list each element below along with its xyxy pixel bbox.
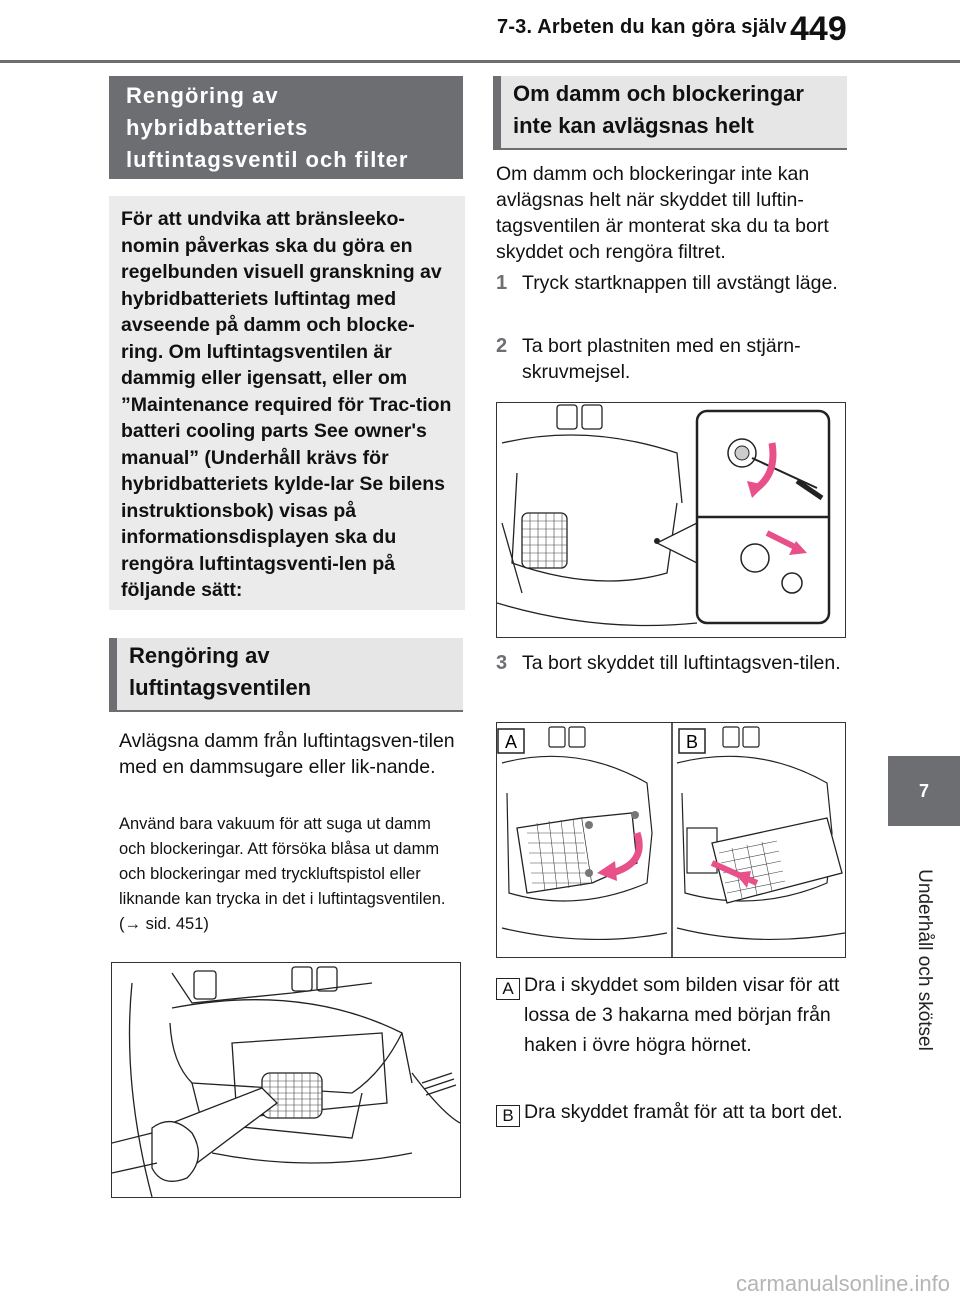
substep-b	[496, 1097, 846, 1130]
watermark: carmanualsonline.info	[735, 1271, 950, 1296]
chapter-tab: 7	[888, 756, 960, 826]
page-number: 449	[790, 10, 847, 48]
caution-text-start: Använd bara vakuum för att suga ut damm och blockeringar. Att försöka blåsa ut damm och blockeringar med tryckluftspistol eller liknande kan trycka in det i luftintagsventilen. (	[119, 815, 446, 933]
header-rule	[0, 60, 960, 63]
figure-label-a: A	[504, 732, 518, 752]
page-ref-link[interactable]: sid. 451)	[141, 915, 209, 933]
chapter-title-vertical	[888, 840, 960, 1080]
intro-text: Om damm och blockeringar inte kan avlägsnas helt när skyddet till luftin-tagsventilen är monterat ska du ta bort skyddet och rengöra filtret.	[496, 163, 829, 263]
subheading-not-removed: Om damm och blockeringar inte kan avlägsnas helt	[493, 76, 847, 150]
main-heading: Rengöring av hybridbatteriets luftintagsventil och filter	[109, 76, 463, 179]
substep-label-b: B	[496, 1105, 520, 1127]
step-number: 2	[496, 335, 508, 357]
figure-remove-cover	[496, 722, 846, 958]
step-3	[496, 648, 846, 678]
section-title: 7-3. Arbeten du kan göra själv	[497, 16, 787, 38]
step-2	[496, 333, 846, 385]
step-1	[496, 270, 846, 296]
step-number: 3	[496, 652, 508, 674]
substep-a	[496, 970, 846, 1060]
substep-text: Dra i skyddet som bilden visar för att lossa de 3 hakarna med början från haken i övre högra hörnet.	[524, 974, 840, 1056]
step-text: Ta bort plastniten med en stjärn-skruvmejsel.	[522, 335, 801, 383]
rivet-illustration	[497, 403, 845, 637]
figure-remove-rivet	[496, 402, 846, 638]
step-text: Ta bort skyddet till luftintagsven-tilen.	[522, 652, 841, 674]
step-number: 1	[496, 272, 508, 294]
step-text: Tryck startknappen till avstängt läge.	[522, 272, 838, 294]
caution-text	[119, 812, 459, 937]
substep-label-a: A	[496, 978, 520, 1000]
subheading-clean-vent: Rengöring av luftintagsventilen	[109, 638, 463, 712]
substep-text: Dra skyddet framåt för att ta bort det.	[524, 1101, 843, 1123]
figure-vacuum	[111, 962, 461, 1198]
cover-illustration	[497, 723, 845, 957]
vacuum-illustration	[112, 963, 460, 1197]
figure-label-b: B	[685, 732, 699, 752]
info-note: För att undvika att bränsleeko-nomin påverkas ska du göra en regelbunden visuell granskning av hybridbatteriets luftintag med avseende på damm och blocke-ring. Om luftintagsventilen är dammig eller igensatt, eller om ”Maintenance required för Trac-tion batteri cooling parts See owner's manual” (Underhåll krävs för hybridbatteriets kylde-lar Se bilens instruktionsbok) visas på informationsdisplayen ska du rengöra luftintagsventi-len på följande sätt:	[109, 196, 465, 610]
chapter-title: Underhåll och skötsel	[914, 869, 935, 1051]
body-text: Avlägsna damm från luftintagsven-tilen med en dammsugare eller lik-nande.	[119, 730, 455, 778]
page-ref-arrow-icon: →	[124, 915, 141, 933]
